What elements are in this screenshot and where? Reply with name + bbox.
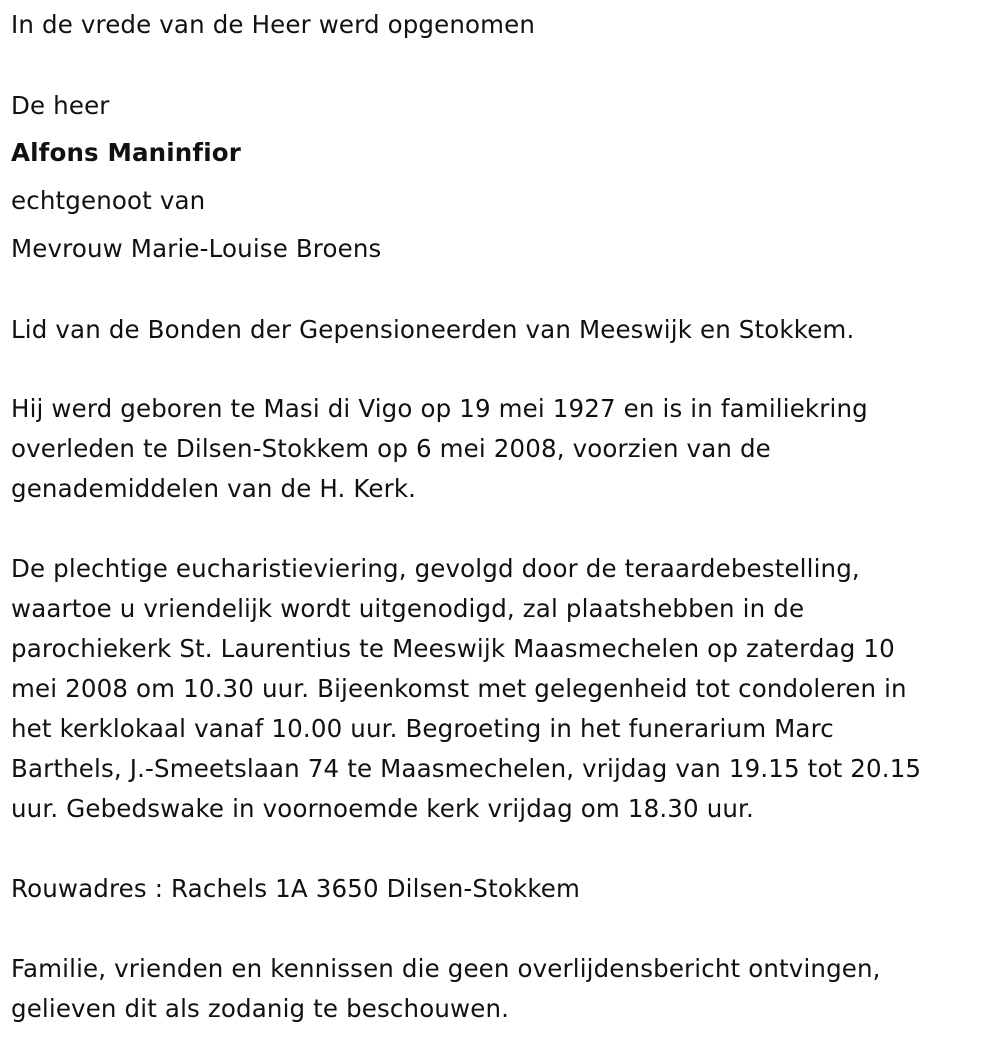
closing-line: gelieven dit als zodanig te beschouwen. bbox=[11, 994, 510, 1023]
ceremony-line: mei 2008 om 10.30 uur. Bijeenkomst met gelegenheid tot condoleren in bbox=[11, 674, 907, 703]
spouse-relation: echtgenoot van bbox=[11, 186, 206, 215]
intro-text: In de vrede van de Heer werd opgenomen bbox=[11, 10, 536, 39]
birth-death-line: overleden te Dilsen-Stokkem op 6 mei 2008, voorzien van de bbox=[11, 434, 771, 463]
ceremony-line: parochiekerk St. Laurentius te Meeswijk Maasmechelen op zaterdag 10 bbox=[11, 634, 895, 663]
salutation: De heer bbox=[11, 91, 110, 120]
closing-line: Familie, vrienden en kennissen die geen overlijdensbericht ontvingen, bbox=[11, 954, 881, 983]
ceremony-line: De plechtige eucharistieviering, gevolgd door de teraardebestelling, bbox=[11, 554, 860, 583]
ceremony-line: waartoe u vriendelijk wordt uitgenodigd, zal plaatshebben in de bbox=[11, 594, 805, 623]
ceremony-line: uur. Gebedswake in voornoemde kerk vrijdag om 18.30 uur. bbox=[11, 794, 754, 823]
birth-death-line: Hij werd geboren te Masi di Vigo op 19 mei 1927 en is in familiekring bbox=[11, 394, 868, 423]
spouse-name: Mevrouw Marie-Louise Broens bbox=[11, 234, 382, 263]
birth-death-line: genademiddelen van de H. Kerk. bbox=[11, 474, 417, 503]
membership-text: Lid van de Bonden der Gepensioneerden van Meeswijk en Stokkem. bbox=[11, 315, 855, 344]
ceremony-line: het kerklokaal vanaf 10.00 uur. Begroeting in het funerarium Marc bbox=[11, 714, 834, 743]
mourning-address: Rouwadres : Rachels 1A 3650 Dilsen-Stokkem bbox=[11, 874, 581, 903]
deceased-name: Alfons Maninfior bbox=[11, 138, 241, 167]
ceremony-line: Barthels, J.-Smeetslaan 74 te Maasmechelen, vrijdag van 19.15 tot 20.15 bbox=[11, 754, 922, 783]
